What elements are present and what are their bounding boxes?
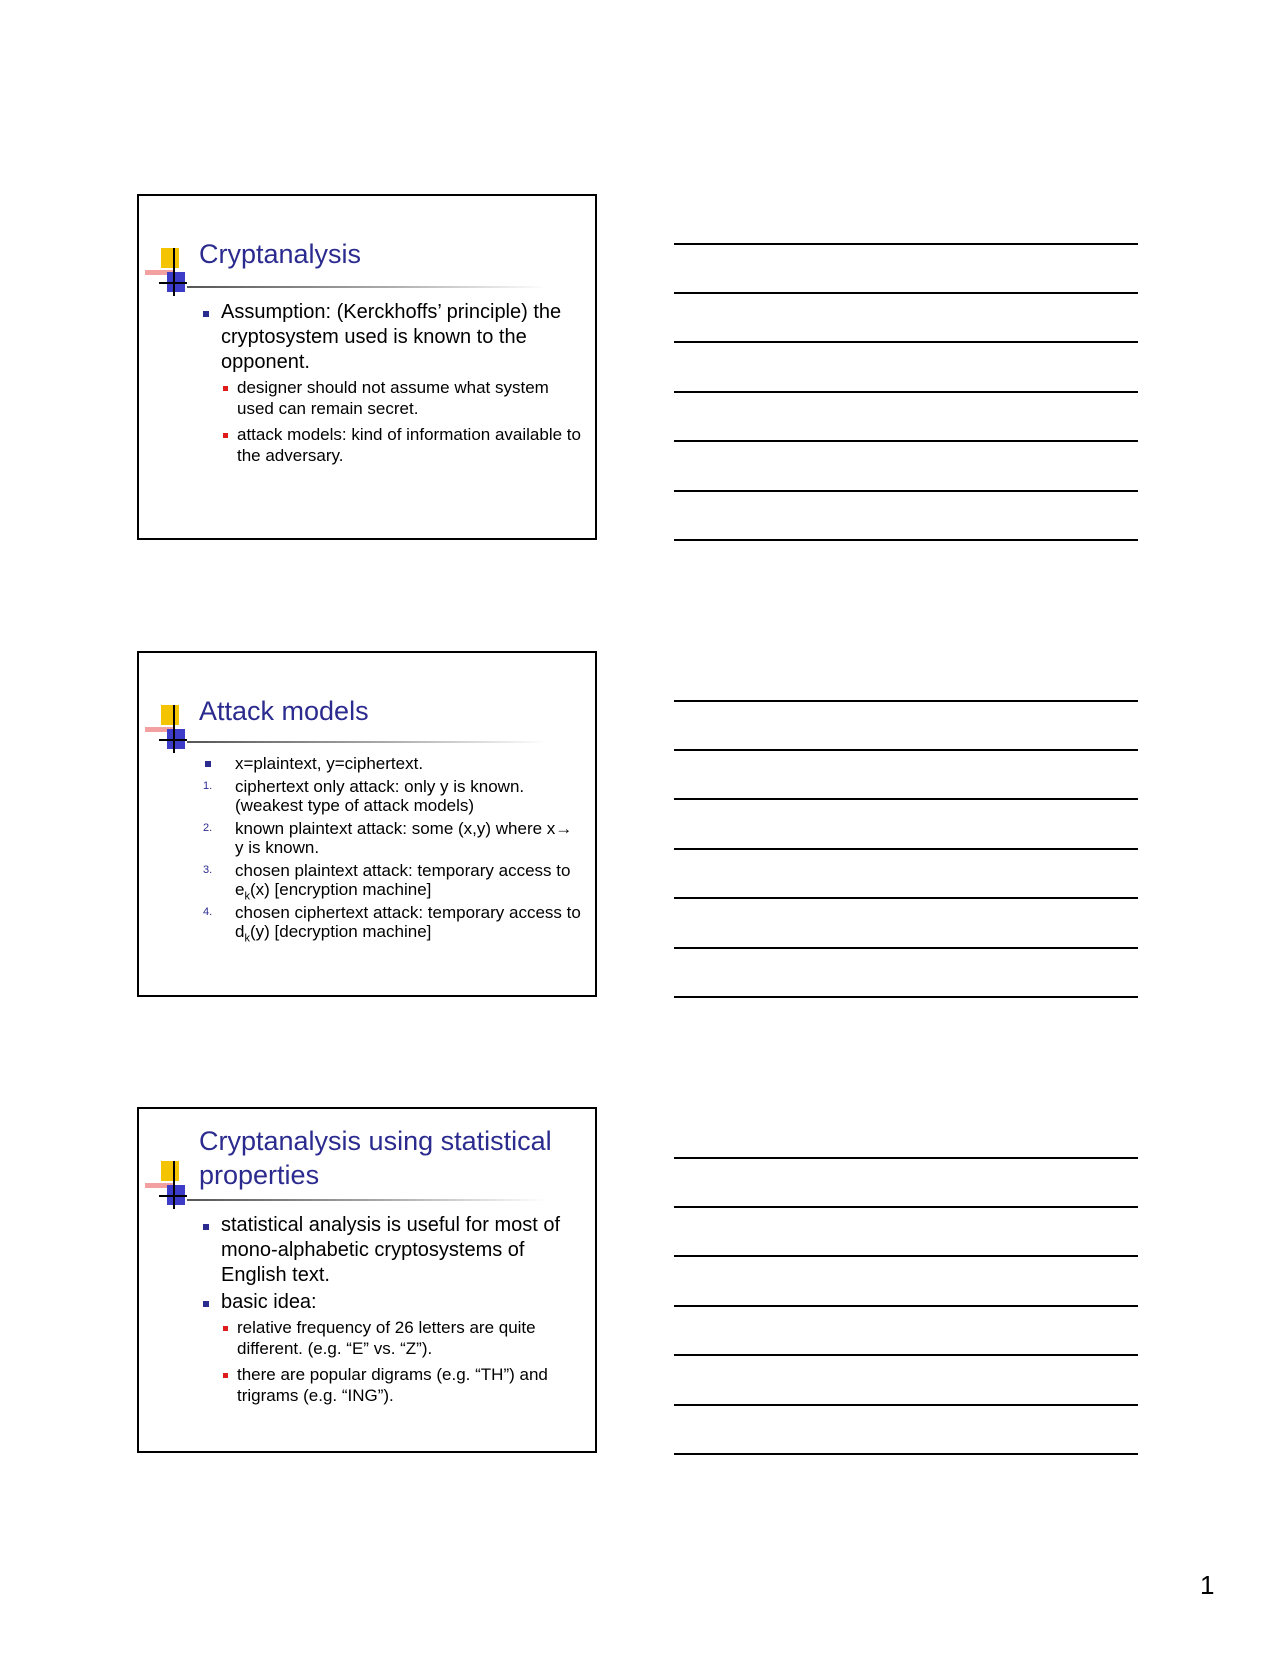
sub-bullet-square-icon: [223, 386, 228, 391]
slide-title: Attack models: [199, 696, 369, 726]
item-text: known plaintext attack: some (x,y) where x→ y is known.: [235, 818, 573, 857]
sub-bullet-item: [223, 377, 585, 419]
note-line: [674, 243, 1138, 245]
page-number: 1: [1200, 1570, 1215, 1600]
item-number: 3.: [203, 863, 213, 876]
note-line: [674, 440, 1138, 442]
item-text-post: (x) [encryption machine]: [249, 880, 432, 899]
sub-bullet-item: [223, 424, 585, 466]
sub-bullet-square-icon: [223, 433, 228, 438]
sub-bullet-text: relative frequency of 26 letters are quite different. (e.g. “E” vs. “Z”).: [237, 1318, 536, 1358]
numbered-item: [203, 777, 585, 816]
title-divider: [187, 286, 547, 288]
note-line: [674, 947, 1138, 949]
note-line: [674, 1404, 1138, 1406]
item-number: 1.: [203, 779, 213, 792]
note-line: [674, 539, 1138, 541]
note-line: [674, 798, 1138, 800]
numbered-item: [203, 860, 585, 903]
bullet-square-icon: [203, 1301, 209, 1307]
numbered-item: [203, 819, 585, 858]
slide-logo-icon: [145, 703, 201, 757]
note-line: [674, 1255, 1138, 1257]
item-text-post: (y) [decryption machine]: [249, 922, 432, 941]
sub-bullet-item: [223, 1317, 585, 1359]
bullet-item: [203, 1213, 585, 1288]
note-line: [674, 1206, 1138, 1208]
item-text-pre: chosen plaintext attack: temporary access to e: [235, 860, 571, 899]
item-number: 2.: [203, 821, 213, 834]
note-line: [674, 391, 1138, 393]
slide-2: [137, 651, 597, 997]
item-text: ciphertext only attack: only y is known. (weakest type of attack models): [235, 776, 525, 815]
slide-body: [203, 1213, 585, 1411]
sub-bullet-text: there are popular digrams (e.g. “TH”) and trigrams (e.g. “ING”).: [237, 1365, 548, 1405]
item-subscript: k: [244, 932, 250, 945]
note-line: [674, 700, 1138, 702]
sub-bullet-square-icon: [223, 1373, 228, 1378]
title-divider: [187, 1199, 547, 1201]
intro-text: x=plaintext, y=ciphertext.: [235, 754, 424, 773]
bullet-square-icon: [203, 1224, 209, 1230]
numbered-item: [203, 902, 585, 945]
bullet-item: [203, 300, 585, 375]
bullet-text: statistical analysis is useful for most of mono-alphabetic cryptosystems of English text.: [221, 1214, 561, 1286]
sub-bullet-item: [223, 1364, 585, 1406]
note-line: [674, 897, 1138, 899]
sub-bullet-text: attack models: kind of information available to the adversary.: [237, 425, 581, 465]
note-line: [674, 1157, 1138, 1159]
slide-body: [203, 300, 585, 471]
item-number: 4.: [203, 905, 213, 918]
slide-3: [137, 1107, 597, 1453]
slide-logo-icon: [145, 246, 201, 300]
bullet-item: [203, 1290, 585, 1315]
sub-bullet-text: designer should not assume what system used can remain secret.: [237, 378, 549, 418]
item-text-pre: chosen ciphertext attack: temporary access to d: [235, 902, 581, 941]
bullet-text: Assumption: (Kerckhoffs’ principle) the cryptosystem used is known to the opponent.: [221, 301, 562, 373]
slide-logo-icon: [145, 1159, 201, 1213]
sub-bullet-square-icon: [223, 1326, 228, 1331]
slide-1: [137, 194, 597, 540]
note-line: [674, 1354, 1138, 1356]
intro-item: [203, 754, 585, 774]
note-line: [674, 996, 1138, 998]
bullet-square-icon: [203, 311, 209, 317]
note-line: [674, 1453, 1138, 1455]
slide-body: [203, 754, 585, 945]
note-line: [674, 292, 1138, 294]
note-line: [674, 1305, 1138, 1307]
slide-title: Cryptanalysis: [199, 239, 362, 269]
note-line: [674, 341, 1138, 343]
title-divider: [187, 741, 547, 743]
note-line: [674, 848, 1138, 850]
item-subscript: k: [244, 890, 250, 903]
note-line: [674, 490, 1138, 492]
note-line: [674, 749, 1138, 751]
slide-title: Cryptanalysis using statistical properties: [199, 1126, 552, 1190]
bullet-text: basic idea:: [221, 1291, 317, 1313]
